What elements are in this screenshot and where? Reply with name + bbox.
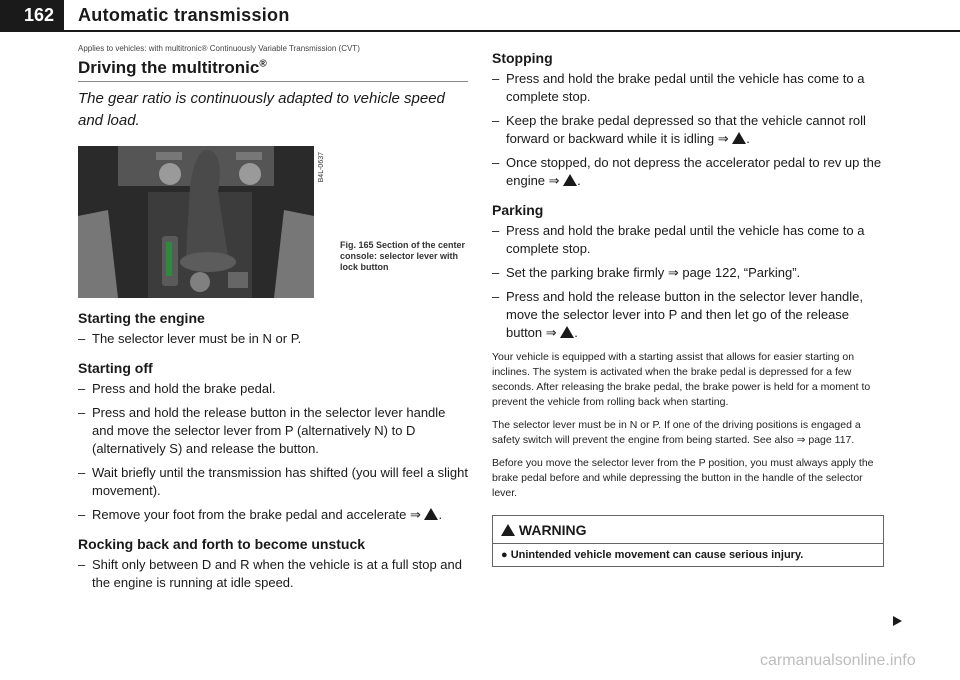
list-item-text: Press and hold the brake pedal. bbox=[92, 381, 276, 396]
list-item: – Press and hold the brake pedal until the vehicle has come to a complete stop. bbox=[492, 71, 865, 104]
left-column bbox=[78, 44, 468, 598]
list-item: – Set the parking brake firmly ⇒ page 122, “Parking”. bbox=[492, 265, 801, 280]
list-item: – Press and hold the brake pedal. bbox=[78, 381, 276, 396]
watermark: carmanualsonline.info bbox=[760, 652, 916, 669]
warning-header bbox=[493, 516, 883, 544]
warning-triangle-icon bbox=[732, 132, 746, 144]
figure bbox=[78, 146, 468, 298]
figure-caption: Fig. 165 Section of the center console: selector lever with lock button bbox=[340, 240, 466, 272]
warning-box bbox=[492, 515, 884, 567]
list-item-text: Once stopped, do not depress the accelerator pedal to rev up the engine ⇒ bbox=[506, 155, 882, 188]
list-item: – Press and hold the release button in the selector lever handle, move the selector lever into P and then let go of the release button ⇒ . bbox=[492, 289, 864, 340]
right-column bbox=[492, 44, 884, 567]
list-item: – Once stopped, do not depress the accelerator pedal to rev up the engine ⇒ . bbox=[492, 155, 882, 188]
note-paragraph: Your vehicle is equipped with a starting assist that allows for easier starting on inclines. The system is activated when the brake pedal is depressed for a few seconds. After releasing the brake pedal, the brake power is held for a moment to prevent the vehicle from rolling back when starting. bbox=[492, 351, 871, 408]
warning-item: ● Unintended vehicle movement can cause serious injury. bbox=[501, 549, 804, 561]
warning-triangle-icon bbox=[563, 174, 577, 186]
list-item-text: Keep the brake pedal depressed so that the vehicle cannot roll forward or backward while it is idling ⇒ bbox=[506, 113, 866, 146]
intro-text: The gear ratio is continuously adapted to vehicle speed and load. bbox=[78, 90, 445, 129]
list-item-text: Press and hold the brake pedal until the vehicle has come to a complete stop. bbox=[506, 223, 865, 256]
parking-title: Parking bbox=[492, 202, 544, 218]
registered-mark: ® bbox=[259, 58, 267, 70]
page-number: 162 bbox=[0, 0, 64, 30]
list-item: – Keep the brake pedal depressed so that the vehicle cannot roll forward or backward while it is idling ⇒ . bbox=[492, 113, 866, 146]
list-item: – Remove your foot from the brake pedal and accelerate ⇒ . bbox=[78, 507, 443, 522]
list-item: – Press and hold the brake pedal until the vehicle has come to a complete stop. bbox=[492, 223, 865, 256]
starting-off-title: Starting off bbox=[78, 360, 153, 376]
stopping-title: Stopping bbox=[492, 50, 553, 66]
section-title bbox=[78, 58, 468, 82]
list-item: – Press and hold the release button in the selector lever handle and move the selector lever from P (alternatively N) to D (alternatively S) and release the button. bbox=[78, 405, 446, 456]
rocking-title: Rocking back and forth to become unstuck bbox=[78, 536, 366, 552]
list-item: – Wait briefly until the transmission has shifted (you will feel a slight movement). bbox=[78, 465, 468, 498]
warning-triangle-icon bbox=[424, 508, 438, 520]
note-paragraph: The selector lever must be in N or P. If one of the driving positions is engaged a safety switch will prevent the engine from being started. See also ⇒ page 117. bbox=[492, 419, 861, 446]
list-item-text: Remove your foot from the brake pedal and accelerate ⇒ bbox=[92, 507, 421, 522]
list-item-text: Shift only between D and R when the vehicle is at a full stop and the engine is running at idle speed. bbox=[92, 557, 462, 590]
list-item-text: Wait briefly until the transmission has shifted (you will feel a slight movement). bbox=[92, 465, 468, 498]
warning-item-text: Unintended vehicle movement can cause serious injury. bbox=[510, 549, 804, 561]
warning-title: WARNING bbox=[518, 522, 587, 538]
header-rule bbox=[0, 30, 960, 32]
list-item: – Shift only between D and R when the vehicle is at a full stop and the engine is running at idle speed. bbox=[78, 557, 462, 590]
note-paragraph: Before you move the selector lever from the P position, you must always apply the brake pedal before and while depressing the button in the handle of the selector lever. bbox=[492, 457, 874, 499]
list-item-text: Set the parking brake firmly ⇒ page 122, “Parking”. bbox=[506, 265, 801, 280]
chapter-title: Automatic transmission bbox=[78, 5, 290, 25]
list-item-text: Press and hold the release button in the selector lever handle, move the selector lever into P and then let go of the release button ⇒ bbox=[506, 289, 864, 340]
warning-triangle-icon bbox=[560, 326, 574, 338]
starting-engine-title: Starting the engine bbox=[78, 310, 205, 326]
list-item-text: The selector lever must be in N or P. bbox=[92, 331, 302, 346]
figure-code: B4L-0637 bbox=[318, 152, 325, 183]
warning-triangle-icon bbox=[501, 524, 515, 536]
center-console-photo bbox=[78, 146, 314, 298]
continue-arrow-icon bbox=[893, 616, 902, 626]
console-illustration bbox=[78, 146, 314, 298]
list-item-text: Press and hold the release button in the selector lever handle and move the selector lever from P (alternatively N) to D (alternatively S) and release the button. bbox=[92, 405, 446, 456]
list-item-text: Press and hold the brake pedal until the vehicle has come to a complete stop. bbox=[506, 71, 865, 104]
section-title-text: Driving the multitronic bbox=[78, 58, 260, 77]
applies-to-note: Applies to vehicles: with multitronic® Continuously Variable Transmission (CVT) bbox=[78, 44, 360, 53]
list-item: – The selector lever must be in N or P. bbox=[78, 331, 302, 346]
